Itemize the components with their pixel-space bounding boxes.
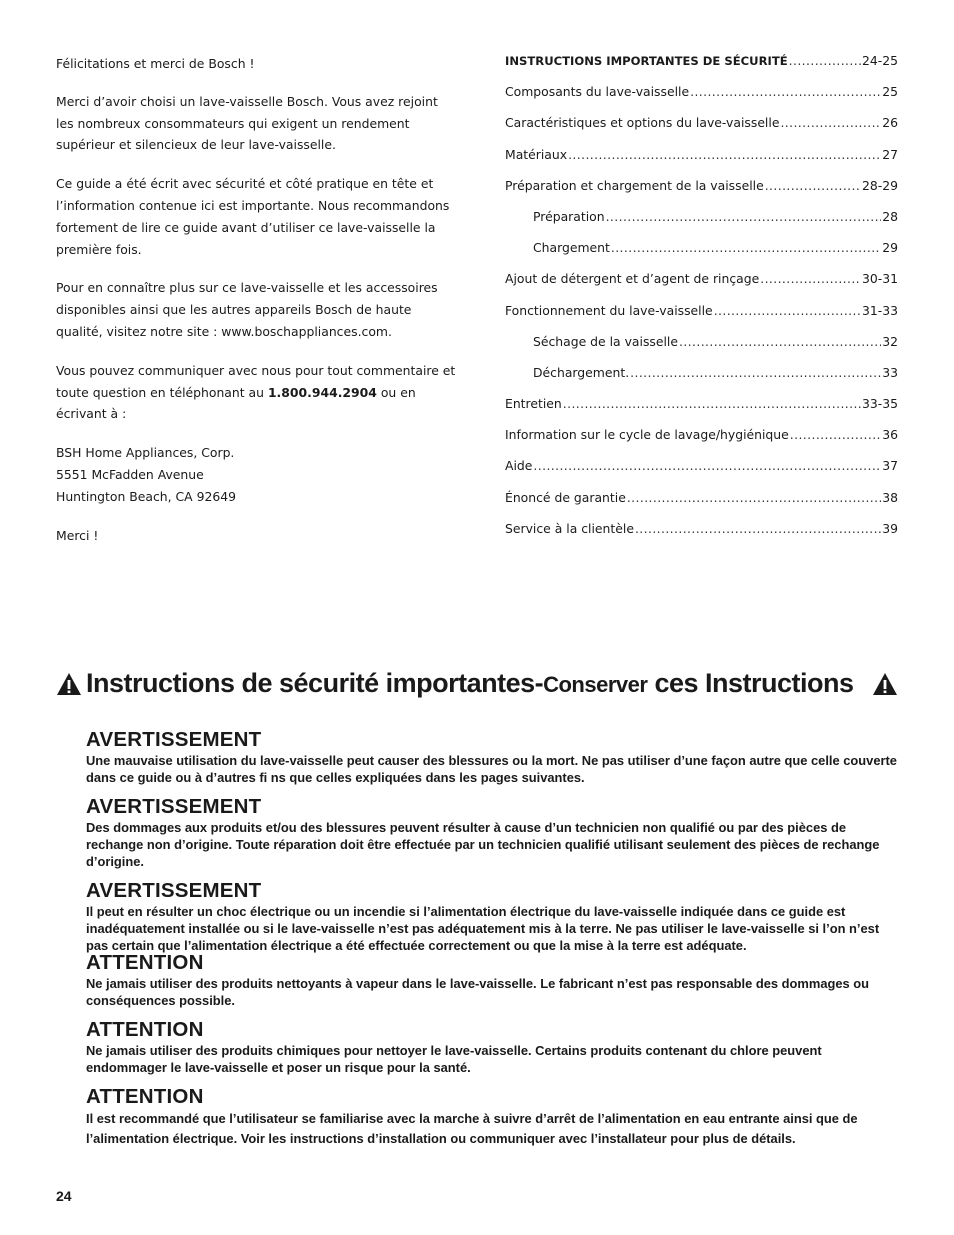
safety-title-main: Instructions de sécurité importantes- [86, 668, 544, 698]
page-number: 24 [56, 1188, 72, 1204]
toc-leader [714, 303, 861, 318]
greeting: Félicitations et merci de Bosch ! [56, 56, 255, 71]
contact-paragraph [56, 360, 456, 425]
caution-heading: ATTENTION [86, 1085, 204, 1108]
toc-entry-title: Composants du lave-vaisselle [505, 84, 690, 100]
warning-block [86, 728, 898, 786]
toc-entry-page: 31-33 [861, 302, 898, 318]
toc-entry-title: Fonctionnement du lave-vaisselle [505, 302, 713, 318]
toc-entry-page: 24-25 [861, 53, 898, 68]
address-line: BSH Home Appliances, Corp. [56, 445, 235, 461]
toc-leader [627, 490, 881, 505]
toc-entry-title: Aide [505, 458, 533, 474]
toc-leader [780, 115, 881, 130]
toc-entry-page: 36 [882, 427, 898, 443]
intro-paragraph-2: Ce guide a été écrit avec sécurité et côté pratique en tête et l’information contenue ici est importante. Nous recommandons fortement de lire ce guide avant d’utiliser ce lave-vaisselle la première fois. [56, 176, 450, 257]
warning-text: Il peut en résulter un choc électrique ou un incendie si l’alimentation électrique du lave-vaisselle indiquée dans ce guide est inadéquatement installée ou si le lave-vaisselle n’est pas adéquatement mis à la terre. Ne pas utiliser le lave-vaisselle si l’on n’est pas certain que l’alimentation électrique a été effectuée correctement ou que la mise à la terre est adéquate. [86, 904, 880, 953]
intro-paragraph-1: Merci d’avoir choisi un lave-vaisselle Bosch. Vous avez rejoint les nombreux consommateurs qui exigent un rendement supérieur et silencieux de leur lave-vaisselle. [56, 93, 438, 153]
toc-entry-page: 30-31 [861, 271, 898, 287]
toc-leader [630, 365, 881, 380]
safety-title-end: ces Instructions [647, 668, 854, 698]
toc-subentry[interactable] [505, 334, 898, 365]
toc-entry-title: Service à la clientèle [505, 520, 634, 536]
caution-heading: ATTENTION [86, 1018, 204, 1041]
toc-entry-title: Entretien [505, 396, 562, 412]
intro-column [56, 53, 456, 563]
warning-block [86, 795, 898, 870]
intro-paragraph-3: Pour en connaître plus sur ce lave-vaisselle et les accessoires disponibles ainsi que les autres appareils Bosch de haute qualité, visitez notre site : www.boschappliances.com. [56, 280, 438, 339]
warning-text: Des dommages aux produits et/ou des blessures peuvent résulter à cause d’un technicien non qualifié ou par des pièces de rechange non d’origine. Toute réparation doit être effectuée par un technicien qualifié utilisant seulement des pièces de rechange d’origine. [86, 820, 880, 869]
toc-leader [765, 178, 861, 193]
toc-entry[interactable] [505, 303, 898, 334]
toc-entry[interactable] [505, 458, 898, 489]
toc-entry-title: Préparation et chargement de la vaisselle [505, 177, 764, 193]
safety-title-text [82, 668, 872, 699]
caution-block [86, 951, 898, 1009]
table-of-contents [505, 53, 898, 552]
toc-entry-title: Ajout de détergent et d’agent de rinçage [505, 271, 760, 287]
toc-entry-title: Énoncé de garantie [505, 489, 626, 505]
toc-leader [690, 84, 881, 99]
toc-entry-title: Déchargement. [533, 364, 630, 380]
caution-text: Il est recommandé que l’utilisateur se familiarise avec la marche à suivre d’arrêt de l’alimentation en eau entrante ainsi que de l’alimentation électrique. Voir les instructions d’installation ou communiquer avec l’installateur pour plus de détails. [86, 1111, 858, 1146]
toc-entry-title: INSTRUCTIONS IMPORTANTES DE SÉCURITÉ [505, 54, 788, 68]
toc-leader [790, 427, 881, 442]
toc-leader [679, 334, 881, 349]
toc-entry-page: 25 [882, 84, 898, 100]
toc-leader [563, 396, 861, 411]
phone-number: 1.800.944.2904 [267, 384, 377, 400]
toc-entry-page: 39 [882, 520, 898, 536]
mailing-address [56, 442, 456, 507]
warning-block [86, 879, 898, 954]
toc-leader [533, 458, 881, 473]
toc-entry[interactable] [505, 84, 898, 115]
toc-entry[interactable] [505, 178, 898, 209]
caution-block [86, 1018, 898, 1076]
toc-entry-title: Séchage de la vaisselle [533, 333, 678, 349]
caution-text: Ne jamais utiliser des produits nettoyants à vapeur dans le lave-vaisselle. Le fabricant n’est pas responsable des dommages ou conséquences possible. [86, 976, 870, 1008]
contact-text-before: Vous pouvez communiquer avec nous pour tout commentaire et toute question en téléphonant au [56, 362, 456, 400]
address-line: 5551 McFadden Avenue [56, 466, 204, 482]
toc-entry-title: Caractéristiques et options du lave-vaisselle [505, 115, 780, 131]
warning-triangle-icon [56, 672, 82, 696]
toc-entry-title: Préparation [533, 208, 605, 224]
warning-triangle-icon [872, 672, 898, 696]
caution-text: Ne jamais utiliser des produits chimiques pour nettoyer le lave-vaisselle. Certains produits contenant du chlore peuvent endommager le lave-vaisselle et poser un risque pour la santé. [86, 1043, 822, 1075]
toc-leader [606, 209, 882, 224]
toc-entry[interactable] [505, 521, 898, 552]
warning-heading: AVERTISSEMENT [86, 728, 262, 751]
toc-entry[interactable] [505, 490, 898, 521]
toc-subentry[interactable] [505, 240, 898, 271]
toc-entry-page: 38 [882, 489, 898, 505]
safety-title-small: Conserver [543, 672, 648, 697]
toc-leader [568, 147, 881, 162]
toc-entry[interactable] [505, 271, 898, 302]
thanks: Merci ! [56, 527, 99, 543]
toc-entry[interactable] [505, 115, 898, 146]
toc-leader [760, 271, 861, 286]
toc-leader [611, 240, 881, 255]
toc-entry-page: 33 [882, 364, 898, 380]
toc-entry-page: 29 [882, 240, 898, 256]
toc-leader [635, 521, 881, 536]
toc-entry-page: 27 [882, 146, 898, 162]
toc-entry[interactable] [505, 396, 898, 427]
caution-block [86, 1085, 898, 1149]
toc-entry-page: 33-35 [861, 396, 898, 412]
toc-subentry[interactable] [505, 209, 898, 240]
toc-entry[interactable] [505, 147, 898, 178]
contact-text-after: ou en écrivant à : [56, 384, 416, 422]
toc-entry-title: Matériaux [505, 146, 568, 162]
toc-entry-page: 28 [882, 208, 898, 224]
toc-entry-page: 28-29 [861, 177, 898, 193]
toc-entry-title: Chargement [533, 240, 610, 256]
safety-section-title [56, 668, 898, 699]
toc-entry-title: Information sur le cycle de lavage/hygiénique [505, 427, 789, 443]
toc-subentry[interactable] [505, 365, 898, 396]
toc-entry-page: 26 [882, 115, 898, 131]
toc-entry-page: 37 [882, 458, 898, 474]
toc-entry[interactable] [505, 53, 898, 84]
toc-entry[interactable] [505, 427, 898, 458]
address-line: Huntington Beach, CA 92649 [56, 488, 237, 504]
toc-entry-page: 32 [882, 333, 898, 349]
warning-heading: AVERTISSEMENT [86, 795, 262, 818]
warning-text: Une mauvaise utilisation du lave-vaisselle peut causer des blessures ou la mort. Ne pas utiliser d’une façon autre que celle couverte dans ce guide ou à d’autres fi ns que celles expliquées dans les pages suivantes. [86, 753, 897, 785]
toc-leader [789, 53, 861, 68]
warning-heading: AVERTISSEMENT [86, 879, 262, 902]
caution-heading: ATTENTION [86, 951, 204, 974]
